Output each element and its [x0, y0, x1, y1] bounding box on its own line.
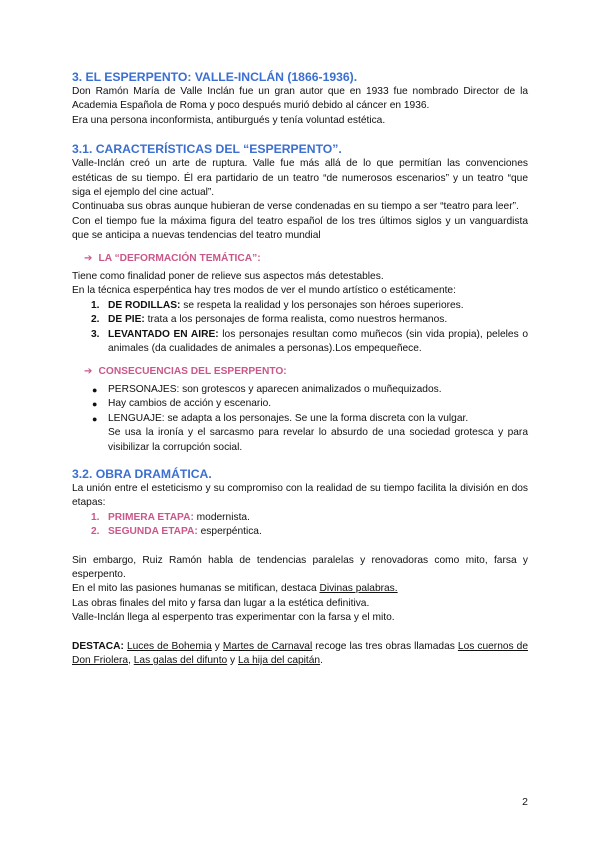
- list-item-label: LEVANTADO EN AIRE:: [108, 328, 219, 340]
- list-item-label: DE PIE:: [108, 314, 145, 326]
- text-span: recoge las tres obras llamadas: [312, 640, 458, 652]
- document-page: [72, 70, 528, 668]
- list-item-text: trata a los personajes de forma realista, como nuestros hermanos.: [144, 314, 448, 326]
- paragraph: En la técnica esperpéntica hay tres modos de ver el mundo artístico o estéticamente:: [72, 285, 456, 297]
- list-item-label: PRIMERA ETAPA:: [108, 511, 194, 523]
- list-item-label: SEGUNDA ETAPA:: [108, 526, 198, 538]
- list-item: [72, 313, 528, 327]
- list-number: 2.: [91, 526, 100, 538]
- work-title-link[interactable]: Las galas del difunto: [133, 655, 228, 666]
- section-title-caracteristicas: 3.1. CARACTERÍSTICAS DEL “ESPERPENTO”.: [72, 142, 342, 157]
- list-item-text: Hay cambios de acción y escenario.: [108, 398, 272, 410]
- work-title-link[interactable]: Luces de Bohemia: [126, 640, 212, 652]
- subheading-text: CONSECUENCIAS DEL ESPERPENTO:: [98, 365, 287, 377]
- paragraph: Las obras finales del mito y farsa dan lugar a la estética definitiva.: [72, 597, 370, 609]
- arrow-right-icon: ➔: [84, 365, 93, 377]
- list-item-text: LENGUAJE: se adapta a los personajes. Se une la forma discreta con la vulgar.: [108, 412, 469, 424]
- text-span: y: [211, 640, 223, 652]
- subheading-text: LA “DEFORMACIÓN TEMÁTICA”:: [98, 252, 261, 264]
- text-span: ,: [128, 655, 134, 666]
- list-number: 2.: [91, 314, 100, 326]
- paragraph: Tiene como finalidad poner de relieve sus aspectos más detestables.: [72, 271, 384, 283]
- list-item-text: modernista.: [193, 511, 250, 523]
- list-item: [72, 383, 528, 397]
- list-item-text: PERSONAJES: son grotescos y aparecen animalizados o muñequizados.: [108, 383, 442, 395]
- list-item: [72, 328, 528, 357]
- subheading-consecuencias: [84, 365, 528, 379]
- paragraph: Valle-Inclán llega al esperpento tras experimentar con la farsa y el mito.: [72, 612, 395, 624]
- paragraph: Continuaba sus obras aunque hubieran de verse condenadas en su tiempo a ser “teatro para leer”.: [72, 201, 519, 213]
- list-item: [72, 412, 528, 455]
- paragraph: Con el tiempo fue la máxima figura del teatro español de los tres últimos siglos y un vanguardista que se anticipa a nuevas tendencias del teatro mundial: [72, 215, 528, 242]
- paragraph: La unión entre el esteticismo y su compromiso con la realidad de su tiempo facilita la división en dos etapas:: [72, 482, 528, 509]
- spacer: [72, 626, 528, 640]
- list-item-label: DE RODILLAS:: [108, 299, 181, 311]
- arrow-right-icon: ➔: [84, 252, 93, 264]
- list-item-text: se respeta la realidad y los personajes son héroes superiores.: [180, 299, 464, 311]
- list-item-text: esperpéntica.: [197, 526, 262, 538]
- paragraph: Era una persona inconformista, antiburgués y tenía voluntad estética.: [72, 114, 386, 126]
- list-item-continuation: Se usa la ironía y el sarcasmo para revelar lo absurdo de una sociedad grotesca y para visibilizar la corrupción social.: [108, 427, 528, 453]
- bullet-list: [72, 383, 528, 455]
- work-title-link[interactable]: Los cuernos de Don Friolera: [72, 640, 528, 666]
- work-title-link[interactable]: La hija del capitán: [237, 655, 321, 666]
- section-title-esperpento: 3. EL ESPERPENTO: VALLE-INCLÁN (1866-1936).: [72, 70, 358, 84]
- page-number: 2: [522, 796, 528, 808]
- list-item: [72, 511, 528, 525]
- numbered-list: [72, 299, 528, 357]
- list-number: 1.: [91, 511, 100, 523]
- list-item: [72, 525, 528, 539]
- text-span: .: [320, 655, 323, 666]
- spacer: [72, 540, 528, 554]
- paragraph: [72, 582, 528, 596]
- subheading-deformacion: [84, 252, 528, 266]
- list-number: 3.: [91, 328, 100, 340]
- list-item-text: los personajes resultan como muñecos (sin vida propia), peleles o animales (da cualidades de animales a personas).Los empequeñece.: [108, 328, 528, 355]
- section-title-obra-dramatica: 3.2. OBRA DRAMÁTICA.: [72, 466, 212, 481]
- list-item: [72, 299, 528, 313]
- paragraph: Sin embargo, Ruiz Ramón habla de tendencias paralelas y renovadoras como mito, farsa y esperpento.: [72, 554, 528, 580]
- paragraph: Don Ramón María de Valle Inclán fue un gran autor que en 1933 fue nombrado Director de la Academia Española de Roma y poco después murió debido al cáncer en 1936.: [72, 86, 528, 112]
- work-title-link[interactable]: Martes de Carnaval: [222, 640, 313, 652]
- list-item: [72, 397, 528, 411]
- bullet-icon: ●: [92, 413, 98, 424]
- bullet-icon: ●: [92, 399, 98, 410]
- list-number: 1.: [91, 299, 100, 311]
- paragraph-destaca: [72, 640, 528, 669]
- text-span: y: [227, 655, 238, 666]
- paragraph: Valle-Inclán creó un arte de ruptura. Valle fue más allá de lo que permitían las convenciones estéticas de su tiempo. Él era partidario de un teatro “de numerosos escenarios” y un teatro “que siga el ejemplo del cine actual”.: [72, 158, 528, 199]
- work-title-link[interactable]: Divinas palabras.: [319, 583, 398, 595]
- text-span: En el mito las pasiones humanas se mitifican, destaca: [72, 583, 320, 595]
- bullet-icon: ●: [92, 384, 98, 395]
- destaca-label: DESTACA:: [72, 640, 124, 652]
- numbered-list: [72, 511, 528, 540]
